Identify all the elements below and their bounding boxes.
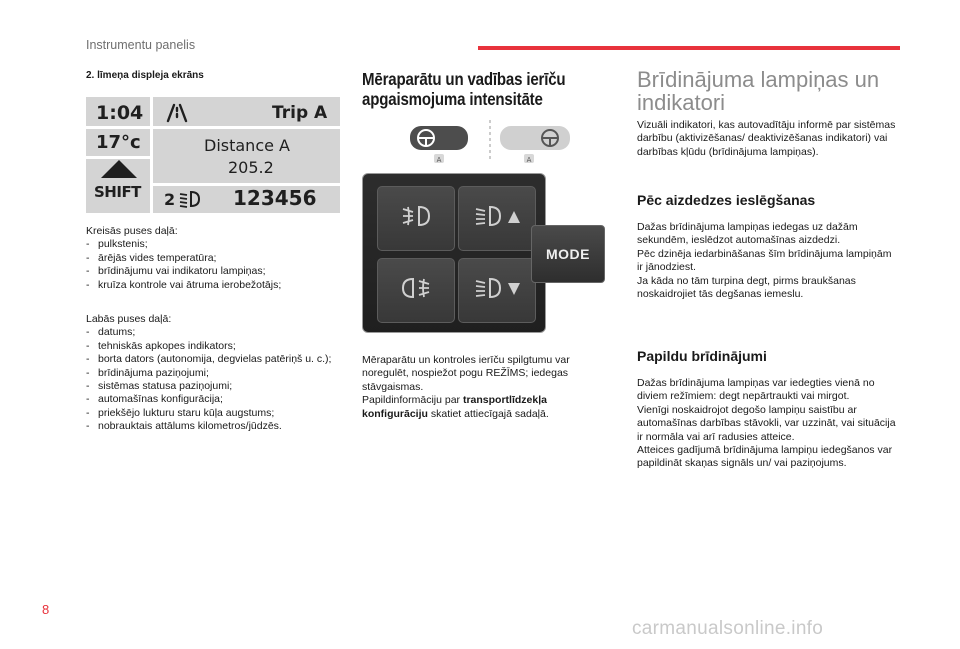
list-item: - priekšējo lukturu staru kūļa augstums; (86, 407, 348, 420)
additional-warnings-text (637, 377, 899, 471)
rear-fog-light-button[interactable] (377, 186, 455, 251)
instrument-display (86, 97, 340, 213)
list-item: - brīdinājumu vai indikatoru lampiņas; (86, 265, 348, 278)
display-heading: 2. līmeņa displeja ekrāns (86, 70, 204, 81)
additional-warnings-text-3: Atteices gadījumā brīdinājuma lampiņu iedegšanos var papildināt skaņas signāls un/ vai paziņojums. (637, 444, 893, 470)
headlamp-up-icon (472, 203, 522, 234)
brightness-illustration (404, 118, 576, 164)
display-trip: Trip A (272, 103, 328, 123)
watermark: carmanualsonline.info (632, 618, 824, 639)
ignition-text-3: Ja kāda no tām turpina degt, pirms braukšanas noskaidrojiet tās degšanas iemeslu. (637, 274, 856, 301)
front-fog-light-icon (399, 275, 433, 306)
display-distance-label: Distance A (204, 135, 290, 155)
list-item: - nobrauktais attālums kilometros/jūdzēs. (86, 420, 348, 433)
lighting-para-2 (362, 394, 612, 421)
additional-warnings-text-2: Vienīgi noskaidrojot degošo lampiņu saistību ar automašīnas darbības stāvokli, var uzzināt, vai situācija ir normāla vai arī radusies atteice. (637, 403, 896, 443)
right-part-intro: Labās puses daļā: (86, 313, 172, 325)
left-part-section (86, 225, 348, 292)
display-divider (86, 156, 150, 159)
light-switch-panel (362, 173, 546, 333)
display-divider (150, 183, 340, 186)
ignition-subheading: Pēc aizdedzes ieslēgšanas (637, 192, 816, 208)
svg-text:A: A (526, 156, 532, 164)
list-item: - automašīnas konfigurācija; (86, 393, 348, 406)
display-divider (150, 97, 153, 213)
mode-button[interactable]: MODE (531, 225, 605, 283)
display-gear: 2 (164, 189, 176, 209)
display-divider (86, 126, 340, 129)
list-item: - pulkstenis; (86, 238, 348, 251)
page-number: 8 (42, 602, 50, 617)
list-item: - datums; (86, 326, 348, 339)
lighting-heading-line2: apgaismojuma intensitāte (362, 89, 543, 109)
list-item: - borta dators (autonomija, degvielas patēriņš u. c.); (86, 353, 348, 366)
headlamp-level-icon (178, 188, 200, 210)
headlamp-down-button[interactable] (458, 258, 536, 323)
lighting-para-2-prefix: Papildinformāciju par (362, 394, 463, 407)
section-title: Instrumentu panelis (86, 38, 196, 52)
headlamp-down-icon (472, 275, 522, 306)
lighting-heading-line1: Mēraparātu un vadības ierīču (362, 69, 566, 89)
display-distance-value: 205.2 (228, 157, 274, 177)
left-part-list (86, 238, 348, 292)
display-temperature: 17°c (96, 131, 141, 153)
warning-lamps-intro: Vizuāli indikatori, kas autovadītāju informē par sistēmas darbību (aktivizēšanas/ deaktivizēšanas indikatori) vai darbības kļūdu (brīdinājuma lampiņas). (637, 119, 896, 158)
list-item: - ārējās vides temperatūra; (86, 252, 348, 265)
display-odometer: 123456 (233, 186, 317, 210)
display-shift: SHIFT (94, 183, 141, 201)
right-part-list (86, 326, 348, 433)
road-icon (164, 101, 190, 125)
shift-arrow-icon (100, 158, 138, 180)
vehicle-config-link: transportlīdzekļa konfigurāciju (362, 394, 547, 420)
additional-warnings-text-1: Dažas brīdinājuma lampiņas var iedegties vienā no diviem režīmiem: degt nepārtraukti vai mirgot. (637, 377, 875, 403)
list-item: - brīdinājuma paziņojumi; (86, 367, 348, 380)
warning-lamps-heading: Brīdinājuma lampiņas un indikatori (637, 67, 880, 115)
header-accent-bar (478, 46, 900, 50)
svg-text:A: A (436, 156, 442, 164)
ignition-text-1: Dažas brīdinājuma lampiņas iedegas uz dažām sekundēm, ieslēdzot automašīnas aizdedzi. (637, 221, 858, 247)
left-part-intro: Kreisās puses daļā: (86, 225, 178, 237)
list-item: - sistēmas statusa paziņojumi; (86, 380, 348, 393)
lighting-heading (362, 69, 611, 109)
rear-fog-light-icon (399, 203, 433, 234)
display-time: 1:04 (96, 102, 144, 124)
front-fog-light-button[interactable] (377, 258, 455, 323)
additional-warnings-subheading: Papildu brīdinājumi (637, 348, 767, 364)
lighting-para-2-suffix: skatiet attiecīgajā sadaļā. (427, 407, 549, 420)
list-item: - kruīza kontrole vai ātruma ierobežotājs; (86, 279, 348, 292)
right-part-section (86, 313, 348, 434)
ignition-text-2: Pēc dzinēja iedarbināšanas šīm brīdinājuma lampiņām ir jānodziest. (637, 247, 892, 274)
lighting-description (362, 354, 612, 421)
lighting-para-1: Mēraparātu un kontroles ierīču spilgtumu var noregulēt, nospiežot pogu REŽĪMS; iedegas stāvgaismas. (362, 354, 570, 393)
list-item: - tehniskās apkopes indikators; (86, 340, 348, 353)
ignition-text (637, 221, 899, 301)
headlamp-up-button[interactable] (458, 186, 536, 251)
